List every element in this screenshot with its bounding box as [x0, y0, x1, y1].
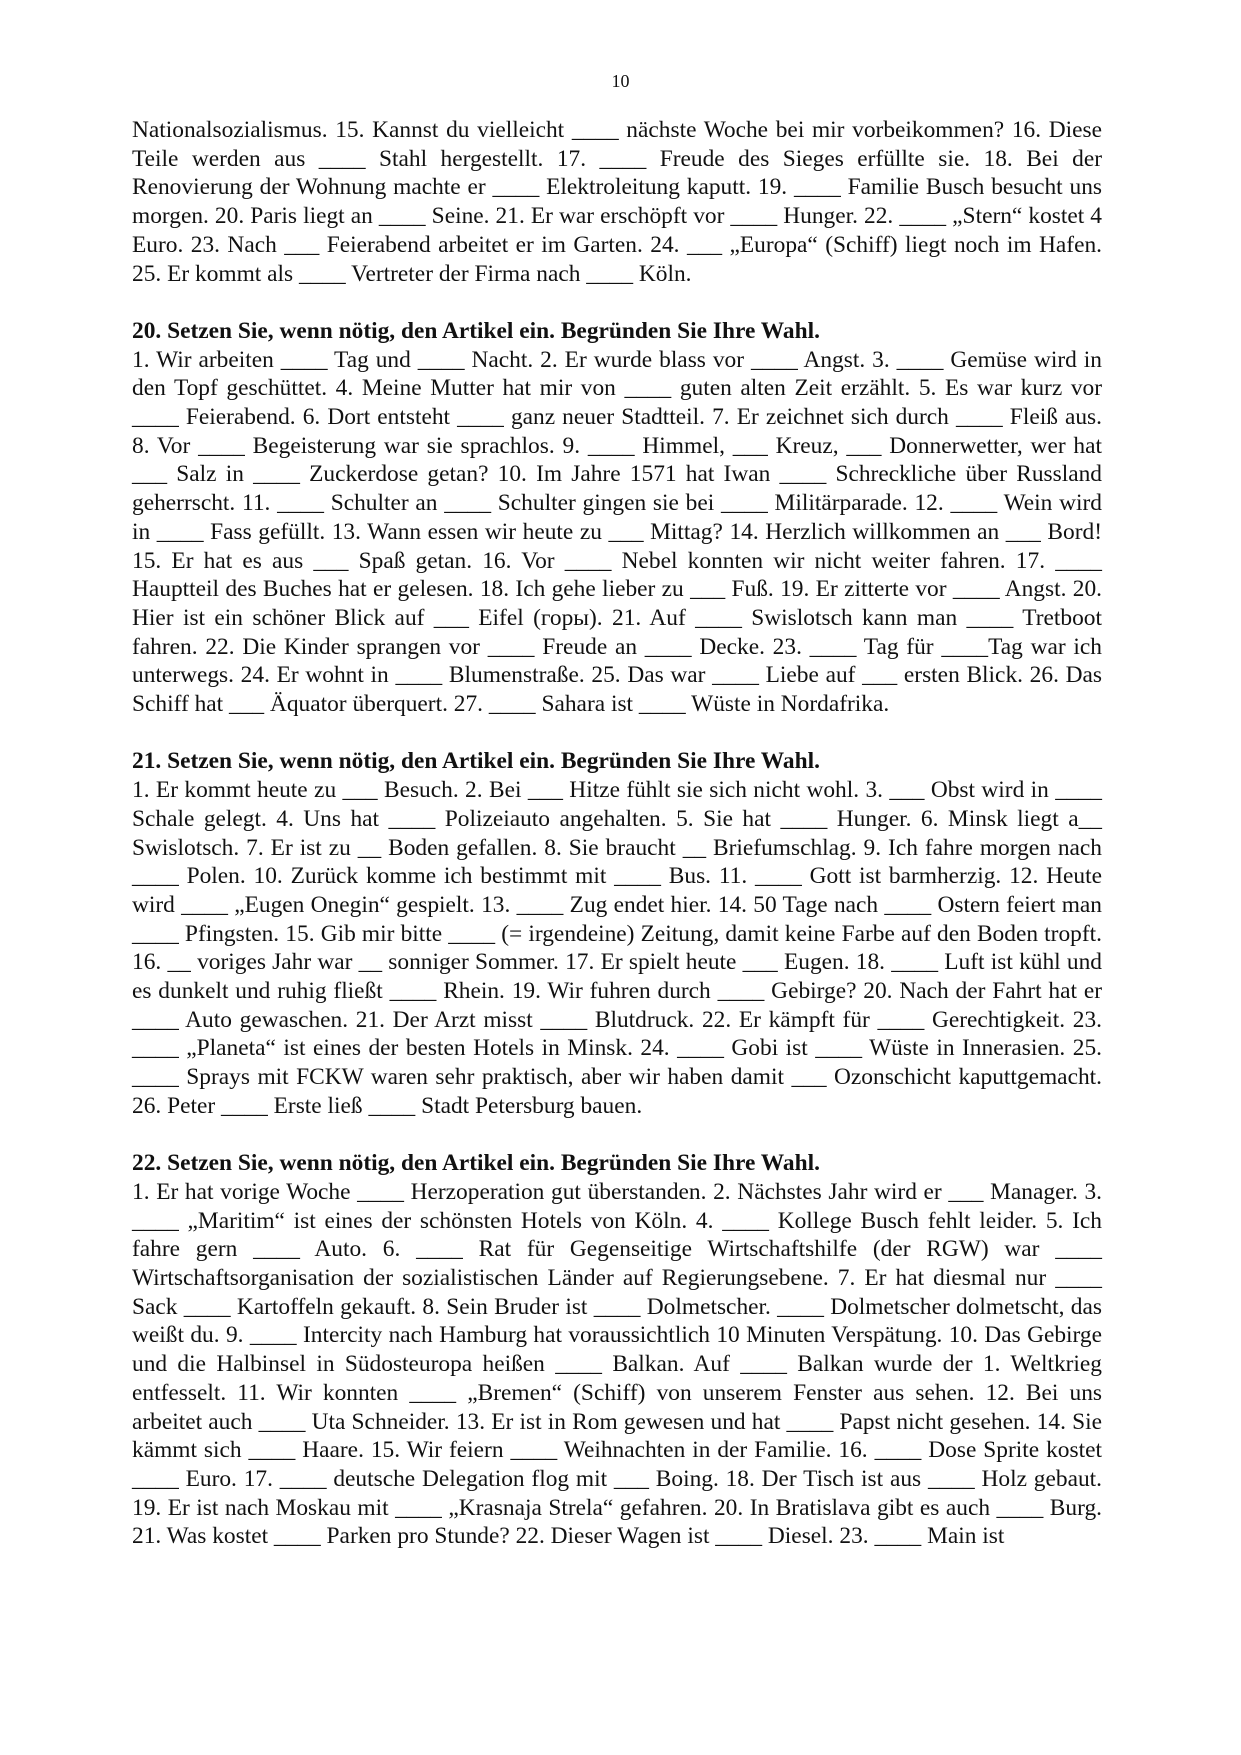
- exercise-21: [132, 747, 1102, 1120]
- exercise-22: [132, 1149, 1102, 1551]
- page-number: 10: [611, 71, 630, 91]
- exercise-text: 1. Wir arbeiten ____ Tag und ____ Nacht. 2. Er wurde blass vor ____ Angst. 3. ____ Gemüse wird in den Topf geschüttet. 4. Meine Mutter hat mir von ____ guten alten Zeit erzählt. 5. Es war kurz vor ____ Feierabend. 6. Dort entsteht ____ ganz neuer Stadtteil. 7. Er zeichnet sich durch ____ Fleiß aus. 8. Vor ____ Begeisterung war sie sprachlos. 9. ____ Himmel, ___ Kreuz, ___ Donnerwetter, wer hat ___ Salz in ____ Zuckerdose getan? 10. Im Jahre 1571 hat Iwan ____ Schreckliche über Russland geherrscht. 11. ____ Schulter an ____ Schulter gingen sie bei ____ Militärparade. 12. ____ Wein wird in ____ Fass gefüllt. 13. Wann essen wir heute zu ___ Mittag? 14. Herzlich willkommen an ___ Bord! 15. Er hat es aus ___ Spaß getan. 16. Vor ____ Nebel konnten wir nicht weiter fahren. 17. ____ Hauptteil des Buches hat er gelesen. 18. Ich gehe lieber zu ___ Fuß. 19. Er zitterte vor ____ Angst. 20. Hier ist ein schöner Blick auf ___ Eifel (горы). 21. Auf ____ Swislotsch kann man ____ Tretboot fahren. 22. Die Kinder sprangen vor ____ Freude an ____ Decke. 23. ____ Tag für ____Tag war ich unterwegs. 24. Er wohnt in ____ Blumenstraße. 25. Das war ____ Liebe auf ___ ersten Blick. 26. Das Schiff hat ___ Äquator überquert. 27. ____ Sahara ist ____ Wüste in Nordafrika.: [132, 346, 1102, 718]
- exercise-heading: 20. Setzen Sie, wenn nötig, den Artikel ein. Begründen Sie Ihre Wahl.: [132, 317, 820, 344]
- exercise-text: 1. Er kommt heute zu ___ Besuch. 2. Bei ___ Hitze fühlt sie sich nicht wohl. 3. ___ Obst wird in ____ Schale gelegt. 4. Uns hat ____ Polizeiauto angehalten. 5. Sie hat ____ Hunger. 6. Minsk liegt a__ Swislotsch. 7. Er ist zu __ Boden gefallen. 8. Sie braucht __ Briefumschlag. 9. Ich fahre morgen nach ____ Polen. 10. Zurück komme ich bestimmt mit ____ Bus. 11. ____ Gott ist barmherzig. 12. Heute wird ____ „Eugen Onegin“ gespielt. 13. ____ Zug endet hier. 14. 50 Tage nach ____ Ostern feiert man ____ Pfingsten. 15. Gib mir bitte ____ (= irgendeine) Zeitung, damit keine Farbe auf den Boden tropft. 16. __ voriges Jahr war __ sonniger Sommer. 17. Er spielt heute ___ Eugen. 18. ____ Luft ist kühl und es dunkelt und ruhig fließt ____ Rhein. 19. Wir fuhren durch ____ Gebirge? 20. Nach der Fahrt hat er ____ Auto gewaschen. 21. Der Arzt misst ____ Blutdruck. 22. Er kämpft für ____ Gerechtigkeit. 23. ____ „Planeta“ ist eines der besten Hotels in Minsk. 24. ____ Gobi ist ____ Wüste in Innerasien. 25. ____ Sprays mit FCKW waren sehr praktisch, aber wir haben damit ___ Ozonschicht kaputtgemacht. 26. Peter ____ Erste ließ ____ Stadt Petersburg bauen.: [132, 777, 1102, 1119]
- exercise-text: 1. Er hat vorige Woche ____ Herzoperation gut überstanden. 2. Nächstes Jahr wird er ___ Manager. 3. ____ „Maritim“ ist eines der schönsten Hotels von Köln. 4. ____ Kollege Busch fehlt leider. 5. Ich fahre gern ____ Auto. 6. ____ Rat für Gegenseitige Wirtschaftshilfe (der RGW) war ____ Wirtschaftsorganisation der sozialistischen Länder auf Regierungsebene. 7. Er hat diesmal nur ____ Sack ____ Kartoffeln gekauft. 8. Sein Bruder ist ____ Dolmetscher. ____ Dolmetscher dolmetscht, das weißt du. 9. ____ Intercity nach Hamburg hat voraussichtlich 10 Minuten Verspätung. 10. Das Gebirge und die Halbinsel in Südosteuropa heißen ____ Balkan. Auf ____ Balkan wurde der 1. Weltkrieg entfesselt. 11. Wir konnten ____ „Bremen“ (Schiff) von unserem Fenster aus sehen. 12. Bei uns arbeitet auch ____ Uta Schneider. 13. Er ist in Rom gewesen und hat ____ Papst nicht gesehen. 14. Sie kämmt sich ____ Haare. 15. Wir feiern ____ Weihnachten in der Familie. 16. ____ Dose Sprite kostet ____ Euro. 17. ____ deutsche Delegation flog mit ___ Boing. 18. Der Tisch ist aus ____ Holz gebaut. 19. Er ist nach Moskau mit ____ „Krasnaja Strela“ gefahren. 20. In Bratislava gibt es auch ____ Burg. 21. Was kostet ____ Parken pro Stunde? 22. Dieser Wagen ist ____ Diesel. 23. ____ Main ist: [132, 1178, 1102, 1550]
- exercise-20: [132, 317, 1102, 719]
- exercise-heading: 22. Setzen Sie, wenn nötig, den Artikel ein. Begründen Sie Ihre Wahl.: [132, 1150, 820, 1177]
- exercise-heading: 21. Setzen Sie, wenn nötig, den Artikel ein. Begründen Sie Ihre Wahl.: [132, 748, 820, 775]
- document-body: [132, 116, 1102, 1551]
- intro-paragraph: Nationalsozialismus. 15. Kannst du vielleicht ____ nächste Woche bei mir vorbeikommen? 16. Diese Teile werden aus ____ Stahl hergestellt. 17. ____ Freude des Sieges erfüllte sie. 18. Bei der Renovierung der Wohnung machte er ____ Elektroleitung kaputt. 19. ____ Familie Busch besucht uns morgen. 20. Paris liegt an ____ Seine. 21. Er war erschöpft vor ____ Hunger. 22. ____ „Stern“ kostet 4 Euro. 23. Nach ___ Feierabend arbeitet er im Garten. 24. ___ „Europa“ (Schiff) liegt noch im Hafen. 25. Er kommt als ____ Vertreter der Firma nach ____ Köln.: [132, 117, 1102, 287]
